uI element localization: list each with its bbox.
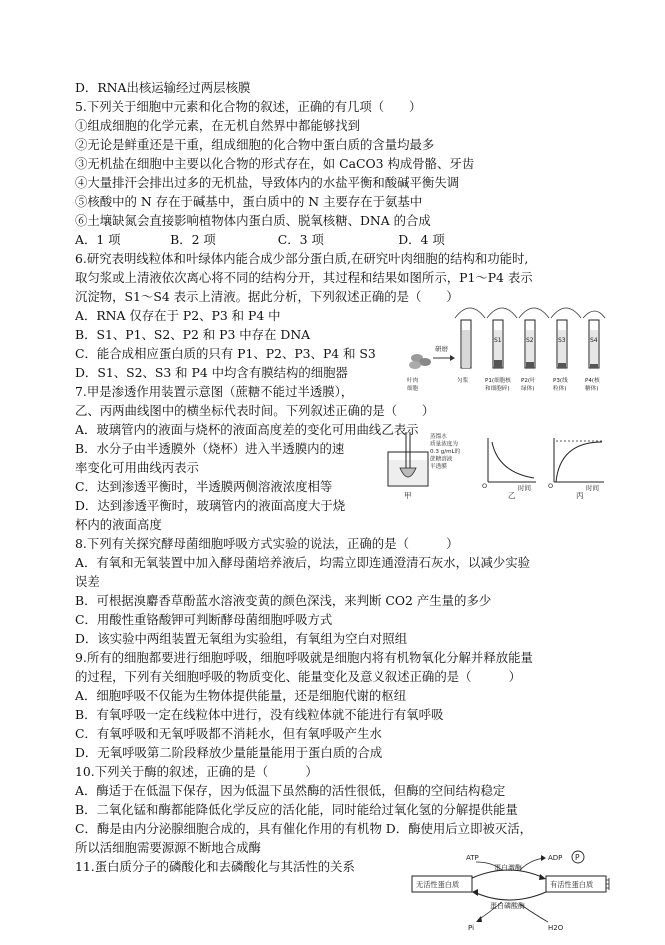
line-0: D．RNA出核运输经过两层核膜 (75, 80, 251, 95)
tube-caption: 匀浆 (457, 378, 469, 384)
line-29: D．该实验中两组装置无氧组为实验组，有氧组为空白对照组 (75, 631, 408, 646)
s4-label: S4 (590, 337, 598, 344)
grinding-label: 研磨 (435, 345, 448, 353)
line-13: B．S1、P1、S2、P2 和 P3 中存在 DNA (75, 327, 311, 342)
time-label-yi: 时间 (518, 484, 531, 492)
line-31: 的过程，下列有关细胞呼吸的物质变化、能量变化及意义叙述正确的是（ ） (75, 669, 522, 684)
line-27: B．可根据溴麝香草酚蓝水溶液变黄的颜色深浅，来判断 CO2 产生量的多少 (75, 593, 492, 608)
line-3: ②无论是鲜重还是干重，组成细胞的化合物中蛋白质的含量均最多 (75, 137, 435, 152)
line-17: 乙、丙两曲线图中的横坐标代表时间。下列叙述正确的是（ ） (75, 403, 435, 418)
line-16: 7.甲是渗透作用装置示意图（蔗糖不能过半透膜）， (75, 384, 354, 399)
phosphorylation-figure (410, 850, 635, 938)
time-label-bing: 时间 (586, 484, 599, 492)
line-32: A．细胞呼吸不仅能为生物体提供能量，还是细胞代谢的枢纽 (75, 688, 407, 703)
tube-caption: 粒体) (553, 386, 567, 392)
line-23: 杯内的液面高度 (75, 517, 162, 532)
line-14: C．能合成相应蛋白质的只有 P1、P2、P3、P4 和 S3 (75, 346, 376, 361)
line-28: C．用酸性重铬酸钾可判断酵母菌细胞呼吸方式 (75, 612, 333, 627)
origin-bing: O (548, 482, 554, 490)
line-4: ③无机盐在细胞中主要以化合物的形式存在，如 CaCO3 构成骨骼、牙齿 (75, 156, 475, 171)
origin-yi: O (482, 482, 488, 490)
s3-label: S3 (558, 337, 566, 344)
line-36: 10.下列关于酶的叙述，正确的是（ ） (75, 764, 318, 779)
top-enzyme-label: 蛋白激酶 (494, 864, 522, 872)
line-15: D．S1、S2、S3 和 P4 中均含有膜结构的细胞器 (75, 365, 348, 380)
tube-caption: P3(线 (553, 378, 568, 384)
line-7: ⑥土壤缺氮会直接影响植物体内蛋白质、脱氧核糖、DNA 的合成 (75, 213, 431, 228)
tube-caption: 叶肉 (407, 378, 419, 384)
bottom-enzyme-label: 蛋白磷酸酶 (490, 902, 525, 910)
h2o-label: H2O (548, 924, 564, 932)
tube-caption: P1(细胞核 (485, 378, 511, 384)
tube-p2 (525, 320, 535, 368)
tube-p3 (557, 320, 567, 368)
panel-jia: 甲 (404, 491, 412, 500)
tube-caption: 糖体) (585, 386, 599, 392)
fractionation-figure (405, 296, 625, 406)
line-19: B．水分子由半透膜外（烧杯）进入半透膜内的速 (75, 441, 345, 456)
line-10: 取匀浆或上清液依次离心将不同的结构分开，其过程和结果如图所示，P1～P4 表示 (75, 270, 533, 285)
line-35: D．无氧呼吸第二阶段释放少量能量能用于蛋白质的合成 (75, 745, 383, 760)
tube-caption: P4(核 (585, 378, 600, 384)
curve-bing (554, 438, 604, 482)
tube-p1 (493, 320, 503, 368)
line-9: 6.研究表明线粒体和叶绿体内能合成少部分蛋白质,在研究叶肉细胞的结构和功能时, (75, 251, 529, 266)
line-12: A．RNA 仅存在于 P2、P3 和 P4 中 (75, 308, 281, 323)
line-24: 8.下列有关探究酵母菌细胞呼吸方式实验的说法，正确的是（ ） (75, 536, 459, 551)
osmosis-note: 0.3 g/mL的 (430, 449, 461, 455)
line-40: 所以活细胞需要源源不断地合成酶 (75, 840, 261, 855)
tube-caption: P2(叶 (521, 378, 536, 384)
osmosis-note: 蒸馏水 (430, 434, 447, 440)
tube-homogenate (461, 320, 471, 368)
adp-label: ADP (548, 854, 563, 862)
line-1: 5.下列关于细胞中元素和化合物的叙述，正确的有几项（ ） (75, 99, 422, 114)
line-38: B．二氧化锰和酶都能降低化学反应的活化能，同时能给过氧化氢的分解提供能量 (75, 802, 518, 817)
osmosis-note: 半透膜 (430, 464, 447, 470)
line-5: ④大量排汗会排出过多的无机盐，导致体内的水盐平衡和酸碱平衡失调 (75, 175, 460, 190)
line-18: A．玻璃管内的液面与烧杯的液面高度差的变化可用曲线乙表示 (75, 422, 419, 437)
line-20: 率变化可用曲线丙表示 (75, 460, 199, 475)
line-22: D．达到渗透平衡时，玻璃管内的液面高度大于烧 (75, 498, 346, 513)
leaf-cells-icon (409, 354, 431, 369)
line-33: B．有氧呼吸一定在线粒体中进行，没有线粒体就不能进行有氧呼吸 (75, 707, 444, 722)
line-8: A．1 项 B．2 项 C．3 项 D．4 项 (75, 232, 445, 247)
s1-label: S1 (494, 337, 502, 344)
osmosis-note: 质量浓度为 (430, 441, 458, 448)
line-34: C．有氧呼吸和无氧呼吸都不消耗水，但有氧呼吸产生水 (75, 726, 382, 741)
pi-label: Pi (468, 924, 475, 932)
line-2: ①组成细胞的化学元素，在无机自然界中都能够找到 (75, 118, 360, 133)
line-30: 9.所有的细胞都要进行细胞呼吸，细胞呼吸就是细胞内将有机物氧化分解并释放能量 (75, 650, 533, 665)
atp-label: ATP (466, 854, 479, 862)
tube-caption: 细胞 (407, 386, 419, 392)
tube-p4 (589, 320, 599, 368)
phosphate-circle-label: P (575, 853, 580, 862)
line-21: C．达到渗透平衡时，半透膜两侧溶液浓度相等 (75, 479, 333, 494)
inactive-protein-label: 无活性蛋白质 (416, 880, 460, 889)
curve-yi (488, 438, 536, 482)
line-37: A．酶适于在低温下保存，因为低温下虽然酶的活性很低，但酶的空间结构稳定 (75, 783, 506, 798)
line-6: ⑤核酸中的 N 存在于碱基中，蛋白质中的 N 主要存在于氨基中 (75, 194, 423, 209)
s2-label: S2 (526, 337, 534, 344)
osmosis-figure (384, 430, 624, 502)
line-11: 沉淀物，S1～S4 表示上清液。据此分析，下列叙述正确的是（ ） (75, 289, 459, 304)
beaker-apparatus (388, 432, 428, 486)
tube-caption: 绿体) (521, 386, 535, 392)
line-25: A．有氧和无氧装置中加入酵母菌培养液后，均需立即连通澄清石灰水，以减少实验 (75, 555, 531, 570)
osmosis-note: 蔗糖溶液 (430, 456, 453, 463)
line-41: 11.蛋白质分子的磷酸化和去磷酸化与其活性的关系 (75, 859, 355, 874)
line-39: C．酶是由内分泌腺细胞合成的，具有催化作用的有机物 D．酶使用后立即被灭活， (75, 821, 533, 836)
panel-yi: 乙 (508, 491, 516, 500)
tube-caption: 和细胞碎) (485, 386, 510, 392)
active-protein-label: 有活性蛋白质 (550, 880, 594, 889)
line-26: 误差 (75, 574, 100, 589)
panel-bing: 丙 (576, 491, 584, 500)
